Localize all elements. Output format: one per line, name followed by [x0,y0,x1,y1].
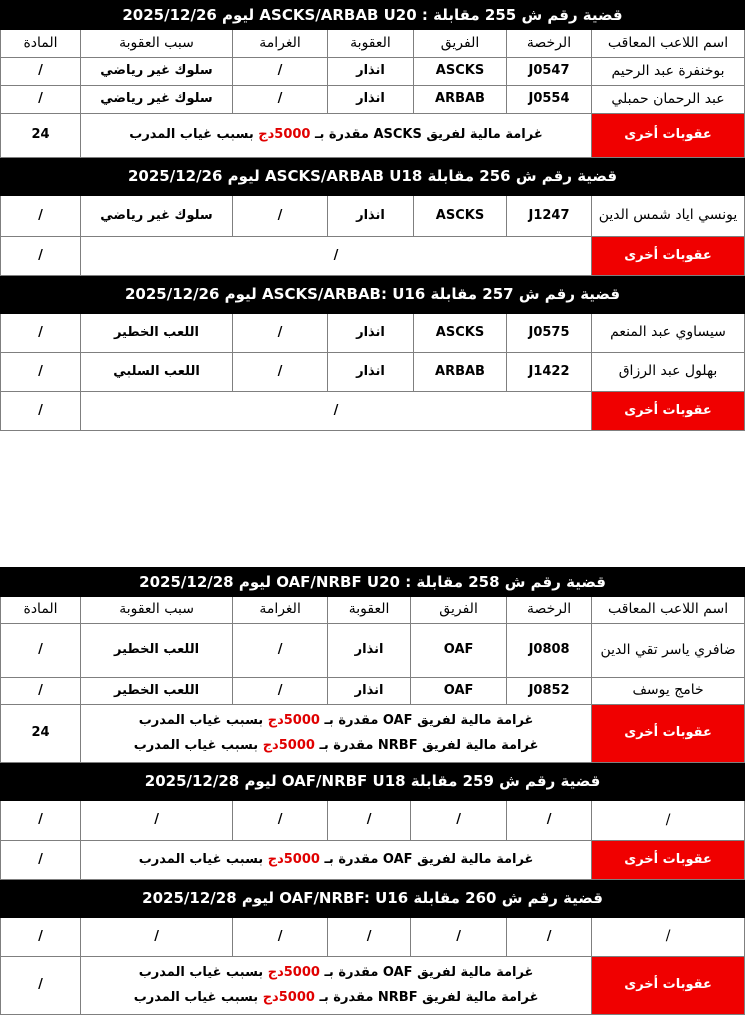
other-penalties-row [1,705,745,763]
table-row [1,678,745,705]
team: OAF [411,678,507,705]
other-penalties-label: عقوبات أخرى [592,114,745,158]
col-header-team: الفريق [411,597,507,624]
other-penalties-row [1,957,745,1015]
other-penalties-row [1,114,745,158]
article: 24 [1,114,81,158]
player-name: عبد الرحمان حمبلي [592,86,745,114]
article: / [1,86,81,114]
article: / [1,314,81,353]
table-row [1,801,745,841]
reason: اللعب الخطير [81,314,233,353]
fine-line: غرامة مالية لفريق OAF مقدرة بـ 5000دج بسبب غياب المدرب [138,712,534,728]
fine: / [233,918,328,957]
team: ASCKS [414,196,507,237]
article: / [1,196,81,237]
license: J1422 [507,353,592,392]
case-title: قضية رقم ش 260 مقابلة OAF/NRBF: U16 ليوم 2025/12/28 [1,880,745,918]
player-name: سيساوي عبد المنعم [592,314,745,353]
case-title: قضية رقم ش 257 مقابلة ASCKS/ARBAB: U16 ليوم 2025/12/26 [1,276,745,314]
article: / [1,624,81,678]
fine: / [233,314,328,353]
article: / [1,237,81,276]
fine: / [233,801,328,841]
fine: / [233,678,328,705]
penalty: انذار [328,624,411,678]
player-name: يونسي اياد شمس الدين [592,196,745,237]
reason: اللعب السلبي [81,353,233,392]
reason: اللعب الخطير [81,678,233,705]
fine-line: غرامة مالية لفريق OAF مقدرة بـ 5000دج بسبب غياب المدرب [138,964,534,980]
other-penalties-label: عقوبات أخرى [592,957,745,1015]
article: / [1,353,81,392]
table-row [1,918,745,957]
team: ARBAB [414,353,507,392]
penalty: / [328,918,411,957]
other-penalties-text: / [81,392,592,431]
reason: سلوك غير رياضي [81,58,233,86]
license: / [507,918,592,957]
reason: / [81,801,233,841]
team: OAF [411,624,507,678]
col-header-license: الرخصة [507,597,592,624]
col-header-article: المادة [1,30,81,58]
fine-line: غرامة مالية لفريق NRBF مقدرة بـ 5000دج بسبب غياب المدرب [133,989,539,1005]
other-penalties-text [81,705,592,763]
col-header-article: المادة [1,597,81,624]
article: / [1,957,81,1015]
fine: / [233,353,328,392]
reason: / [81,918,233,957]
penalty: / [328,801,411,841]
fine-line: غرامة مالية لفريق OAF مقدرة بـ 5000دج بسبب غياب المدرب [138,851,534,867]
other-penalties-text [81,957,592,1015]
other-penalties-text [81,114,592,158]
penalty: انذار [328,196,414,237]
other-penalties-label: عقوبات أخرى [592,841,745,880]
penalty: انذار [328,353,414,392]
article: / [1,841,81,880]
column-header-row [1,597,745,624]
table-row [1,86,745,114]
fine-amount: 5000دج [262,989,315,1005]
sanctions-table-lower [0,567,744,1015]
article: / [1,678,81,705]
col-header-reason: سبب العقوبة [81,30,233,58]
article: / [1,918,81,957]
fine: / [233,86,328,114]
fine-line: غرامة مالية لفريق ASCKS مقدرة بـ 5000دج بسبب غياب المدرب [129,127,543,143]
case-title: قضية رقم ش 259 مقابلة OAF/NRBF U18 ليوم 2025/12/28 [1,763,745,801]
table-row [1,196,745,237]
license: J0852 [507,678,592,705]
article: / [1,58,81,86]
player-name: بوخنفرة عبد الرحيم [592,58,745,86]
col-header-team: الفريق [414,30,507,58]
fine-amount: 5000دج [267,851,320,867]
col-header-fine: الغرامة [233,30,328,58]
other-penalties-text [81,841,592,880]
other-penalties-row [1,392,745,431]
license: J0547 [507,58,592,86]
penalty: انذار [328,86,414,114]
fine-amount: 5000دج [267,964,320,980]
other-penalties-row [1,841,745,880]
fine-line: غرامة مالية لفريق NRBF مقدرة بـ 5000دج بسبب غياب المدرب [133,737,539,753]
player-name: بهلول عبد الرزاق [592,353,745,392]
team: / [411,801,507,841]
player-name: خامج يوسف [592,678,745,705]
license: / [507,801,592,841]
player-name: / [592,918,745,957]
col-header-license: الرخصة [507,30,592,58]
fine-amount: 5000دج [258,127,311,143]
team: / [411,918,507,957]
player-name: ضافري ياسر تقي الدين [592,624,745,678]
team: ASCKS [414,58,507,86]
penalty: انذار [328,58,414,86]
table-row [1,624,745,678]
license: J0808 [507,624,592,678]
license: J0554 [507,86,592,114]
fine: / [233,196,328,237]
other-penalties-row [1,237,745,276]
team: ARBAB [414,86,507,114]
table-row [1,353,745,392]
case-title: قضية رقم ش 258 مقابلة : OAF/NRBF U20 ليوم 2025/12/28 [1,568,745,597]
column-header-row [1,30,745,58]
table-row [1,58,745,86]
sanctions-table-upper [0,0,744,431]
fine: / [233,624,328,678]
col-header-player: اسم اللاعب المعاقب [592,30,745,58]
case-title: قضية رقم ش 256 مقابلة ASCKS/ARBAB U18 ليوم 2025/12/26 [1,158,745,196]
team: ASCKS [414,314,507,353]
other-penalties-label: عقوبات أخرى [592,392,745,431]
penalty: انذار [328,314,414,353]
license: J0575 [507,314,592,353]
case-title: قضية رقم ش 255 مقابلة : ASCKS/ARBAB U20 ليوم 2025/12/26 [1,1,745,30]
article: / [1,392,81,431]
other-penalties-text: / [81,237,592,276]
reason: اللعب الخطير [81,624,233,678]
other-penalties-label: عقوبات أخرى [592,237,745,276]
fine: / [233,58,328,86]
reason: سلوك غير رياضي [81,86,233,114]
player-name: / [592,801,745,841]
col-header-reason: سبب العقوبة [81,597,233,624]
fine-amount: 5000دج [267,712,320,728]
reason: سلوك غير رياضي [81,196,233,237]
col-header-penalty: العقوبة [328,30,414,58]
license: J1247 [507,196,592,237]
other-penalties-label: عقوبات أخرى [592,705,745,763]
article: 24 [1,705,81,763]
table-row [1,314,745,353]
col-header-penalty: العقوبة [328,597,411,624]
col-header-fine: الغرامة [233,597,328,624]
fine-amount: 5000دج [262,737,315,753]
article: / [1,801,81,841]
penalty: انذار [328,678,411,705]
col-header-player: اسم اللاعب المعاقب [592,597,745,624]
